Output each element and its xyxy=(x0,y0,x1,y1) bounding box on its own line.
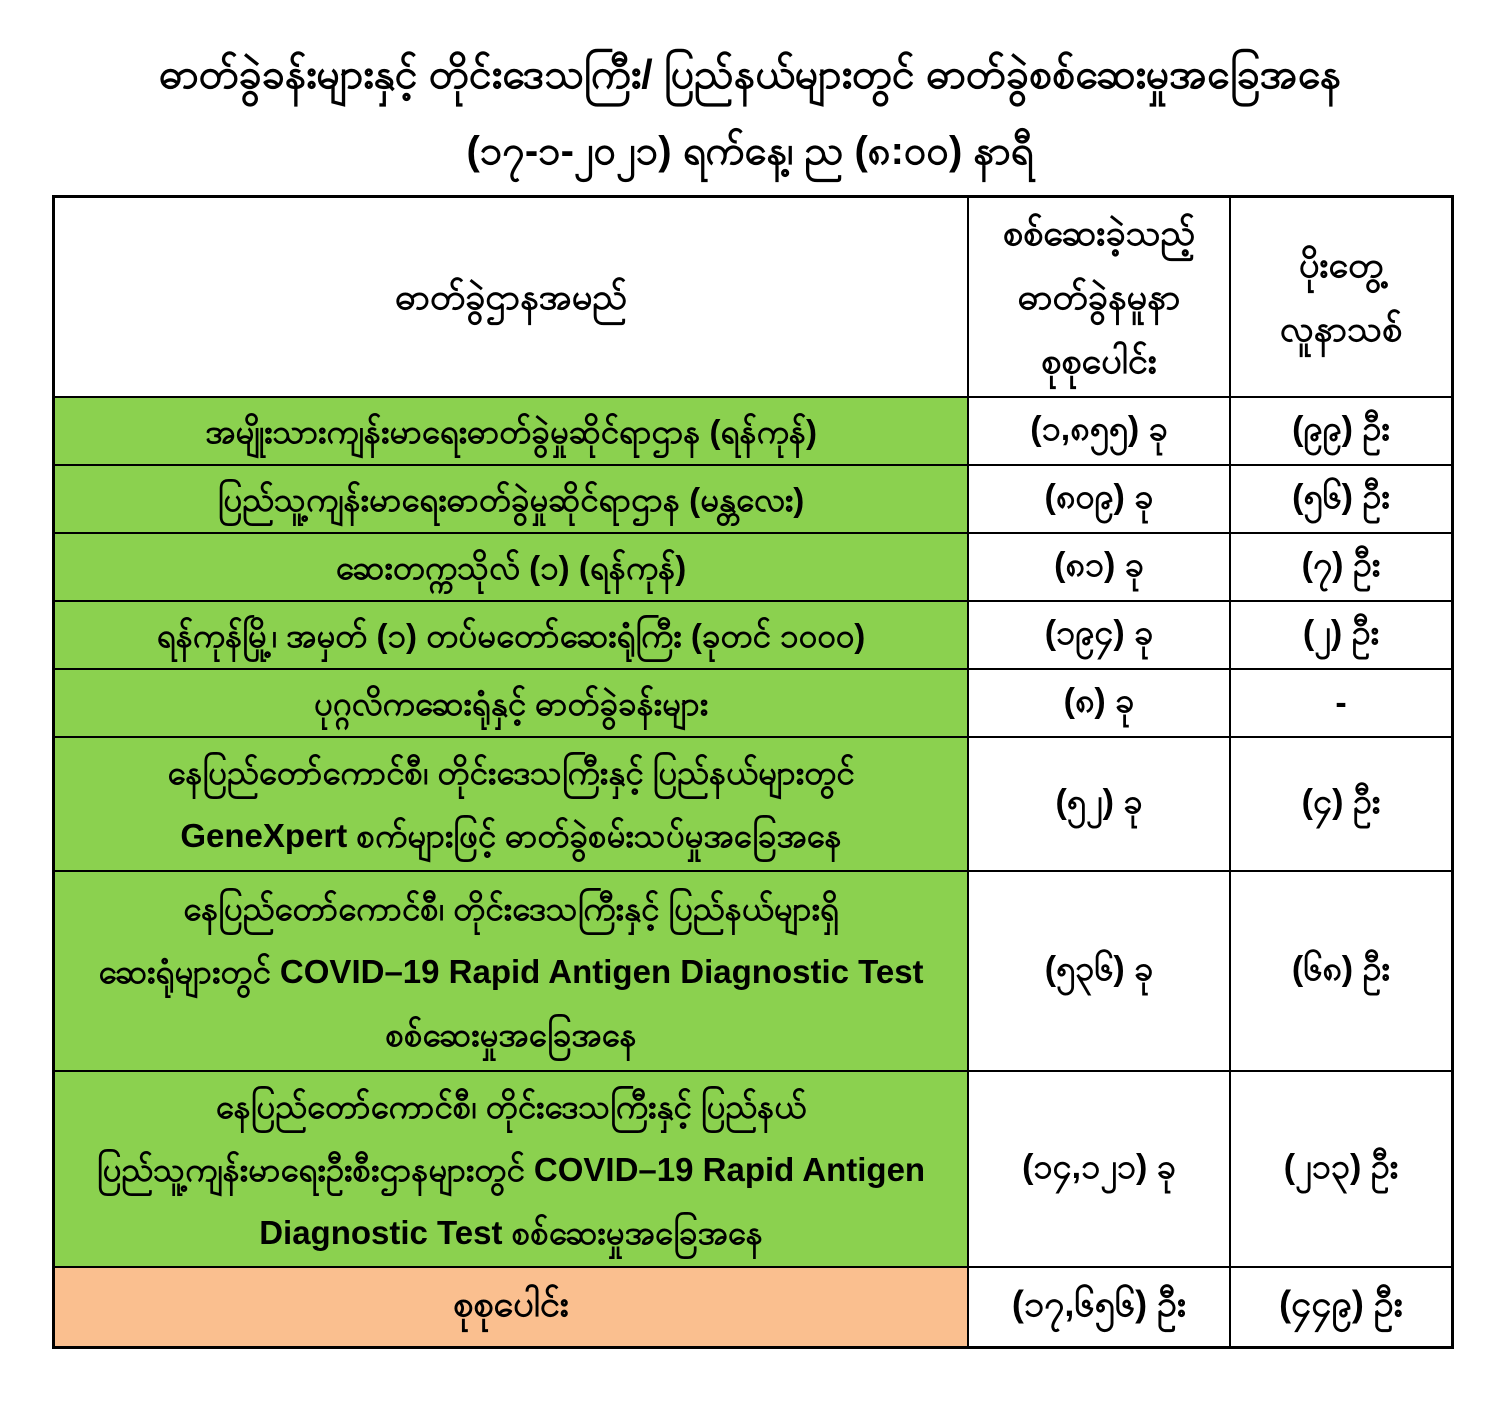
positives-value: (၄) ဦး xyxy=(1301,782,1381,821)
samples-cell xyxy=(969,466,1231,532)
positives-value: (၇) ဦး xyxy=(1301,545,1381,584)
samples-cell xyxy=(969,670,1231,736)
positives-value: - xyxy=(1335,683,1347,722)
samples-cell xyxy=(969,872,1231,1070)
header-lab-name-label: ဓာတ်ခွဲဌာနအမည် xyxy=(394,276,628,317)
header-positives-cell xyxy=(1231,198,1451,396)
samples-value: (၈) ခု xyxy=(1063,681,1135,720)
samples-cell xyxy=(969,738,1231,870)
positives-cell xyxy=(1231,602,1451,668)
table-row xyxy=(55,668,1451,736)
lab-name-cell xyxy=(55,602,969,668)
header-positives-line: ပိုးတွေ့ xyxy=(1298,244,1384,285)
samples-cell xyxy=(969,398,1231,464)
samples-value: (၈၁) ခု xyxy=(1054,545,1144,584)
positives-cell xyxy=(1231,1072,1451,1266)
header-samples-line: စစ်ဆေးခဲ့သည့် xyxy=(1002,212,1196,253)
total-label: စုစုပေါင်း xyxy=(453,1283,569,1324)
header-lab-name-cell xyxy=(55,198,969,396)
lab-name-line: ပုဂ္ဂလိကဆေးရုံနှင့် ဓာတ်ခွဲခန်းများ xyxy=(313,684,709,722)
table-header-row xyxy=(55,198,1451,396)
samples-value: (၈၀၉) ခု xyxy=(1044,477,1154,516)
page-title xyxy=(0,0,1500,178)
lab-name-cell xyxy=(55,398,969,464)
table-row xyxy=(55,870,1451,1070)
samples-value: (၅၂) ခု xyxy=(1055,782,1143,821)
positives-cell xyxy=(1231,466,1451,532)
lab-name-line: နေပြည်တော်ကောင်စီ၊ တိုင်းဒေသကြီးနှင့် ပြည်နယ်များရှိ xyxy=(183,889,839,927)
lab-name-line: GeneXpert စက်များဖြင့် ဓာတ်ခွဲစမ်းသပ်မှုအခြေအနေ xyxy=(180,817,842,854)
positives-cell xyxy=(1231,738,1451,870)
lab-name-line: ပြည်သူ့ကျန်းမာရေးဦးစီးဌာနများတွင် COVID–19 Rapid Antigen xyxy=(96,1150,926,1188)
lab-name-cell xyxy=(55,872,969,1070)
positives-value: (၅၆) ဦး xyxy=(1292,477,1390,516)
total-samples-cell xyxy=(969,1268,1231,1346)
total-positives-cell xyxy=(1231,1268,1451,1346)
positives-value: (၂) ဦး xyxy=(1302,613,1380,652)
samples-cell xyxy=(969,534,1231,600)
table-row xyxy=(55,736,1451,870)
samples-cell xyxy=(969,1072,1231,1266)
positives-cell xyxy=(1231,398,1451,464)
table-row xyxy=(55,1070,1451,1266)
lab-name-line: နေပြည်တော်ကောင်စီ၊ တိုင်းဒေသကြီးနှင့် ပြည်နယ်များတွင် xyxy=(167,754,855,791)
table-row xyxy=(55,464,1451,532)
positives-cell xyxy=(1231,872,1451,1070)
total-label-cell xyxy=(55,1268,969,1346)
title-line-1: ဓာတ်ခွဲခန်းများနှင့် တိုင်းဒေသကြီး/ ပြည်နယ်များတွင် ဓာတ်ခွဲစစ်ဆေးမှုအခြေအနေ xyxy=(158,51,1342,97)
total-row xyxy=(55,1266,1451,1346)
lab-results-table xyxy=(52,195,1454,1349)
positives-cell xyxy=(1231,670,1451,736)
positives-value: (၂၁၃) ဦး xyxy=(1283,1147,1399,1186)
lab-name-cell xyxy=(55,670,969,736)
lab-name-line: နေပြည်တော်ကောင်စီ၊ တိုင်းဒေသကြီးနှင့် ပြည်နယ် xyxy=(215,1087,807,1125)
lab-name-cell xyxy=(55,534,969,600)
total-positives-value: (၄၄၉) ဦး xyxy=(1279,1283,1403,1324)
lab-name-line: အမျိုးသားကျန်းမာရေးဓာတ်ခွဲမှုဆိုင်ရာဌာန (ရန်ကုန်) xyxy=(205,412,817,450)
samples-value: (၁၉၄) ခု xyxy=(1044,613,1154,652)
title-line-2: (၁၇-၁-၂၀၂၁) ရက်နေ့၊ ည (၈:၀၀) နာရီ xyxy=(466,129,1034,173)
lab-name-line: ဆေးရုံများတွင် COVID–19 Rapid Antigen Diagnostic Test xyxy=(98,952,924,990)
table-row xyxy=(55,532,1451,600)
lab-name-cell xyxy=(55,466,969,532)
lab-name-line: ရန်ကုန်မြို့၊ အမှတ် (၁) တပ်မတော်ဆေးရုံကြီး (ခုတင် ၁၀၀၀) xyxy=(156,616,866,654)
lab-name-line: စစ်ဆေးမှုအခြေအနေ xyxy=(385,1015,637,1053)
lab-name-line: ဆေးတက္ကသိုလ် (၁) (ရန်ကုန်) xyxy=(335,548,687,586)
lab-name-line: ပြည်သူ့ကျန်းမာရေးဓာတ်ခွဲမှုဆိုင်ရာဌာန (မန္တလေး) xyxy=(217,480,805,518)
samples-cell xyxy=(969,602,1231,668)
header-samples-line: စုစုပေါင်း xyxy=(1041,340,1157,381)
lab-name-line: Diagnostic Test စစ်ဆေးမှုအခြေအနေ xyxy=(259,1213,763,1251)
table-row xyxy=(55,600,1451,668)
header-samples-line: ဓာတ်ခွဲနမူနာ xyxy=(1017,276,1181,317)
total-samples-value: (၁၇,၆၅၆) ဦး xyxy=(1011,1283,1187,1324)
positives-cell xyxy=(1231,534,1451,600)
header-samples-cell xyxy=(969,198,1231,396)
header-positives-line: လူနာသစ် xyxy=(1279,308,1403,349)
positives-value: (၉၉) ဦး xyxy=(1292,409,1390,448)
positives-value: (၆၈) ဦး xyxy=(1291,949,1391,988)
samples-value: (၁,၈၅၅) ခု xyxy=(1030,409,1168,448)
samples-value: (၅၃၆) ခု xyxy=(1044,949,1154,988)
samples-value: (၁၄,၁၂၁) ခု xyxy=(1022,1147,1176,1186)
table-row xyxy=(55,396,1451,464)
lab-name-cell xyxy=(55,738,969,870)
lab-name-cell xyxy=(55,1072,969,1266)
